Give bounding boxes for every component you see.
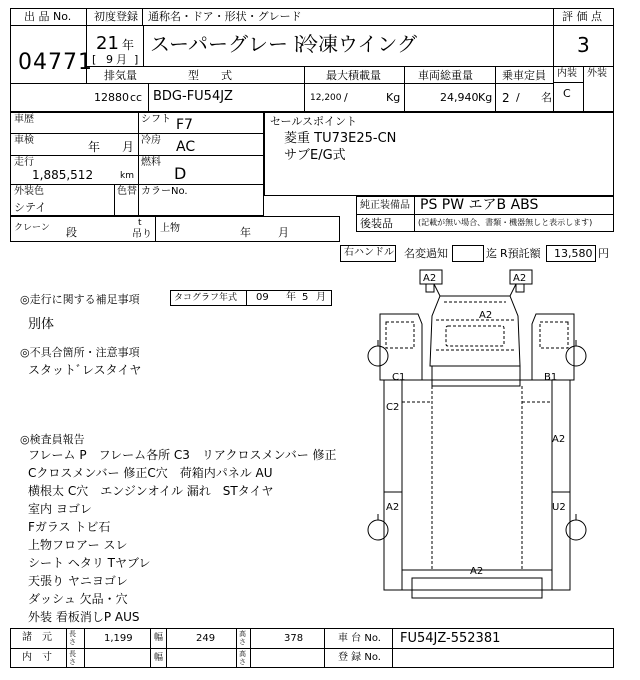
divider <box>138 184 139 216</box>
name-change-box <box>452 245 484 262</box>
wheel-rear-left <box>368 520 388 540</box>
length-label: 長さ <box>69 630 76 646</box>
score-label: 評 価 点 <box>562 10 602 23</box>
damage-mark: C1 <box>392 372 406 383</box>
sales-label: セールスポイント <box>270 115 358 128</box>
body-type: 冷凍ウイング <box>298 32 417 56</box>
inspector-line: シート ヘタリ Tヤブレ <box>28 556 151 570</box>
width-value: 249 <box>196 633 216 644</box>
divider <box>84 628 85 668</box>
divider <box>10 133 264 134</box>
gross-weight-unit: Kg <box>478 91 493 104</box>
crane-steps-unit: 段 <box>66 226 77 239</box>
reg-year-unit: 年 <box>122 38 135 52</box>
interior-label: 内装 <box>557 68 577 79</box>
divider <box>583 66 584 112</box>
aircon-label: 冷房 <box>141 135 161 146</box>
reg-month-unit: 月 <box>116 53 127 66</box>
inspector-line: 上物フロアー スレ <box>28 538 128 552</box>
lot-number: 04771 <box>18 50 93 75</box>
divider <box>246 290 247 306</box>
dims-label: 諸 元 <box>22 632 52 643</box>
interior-width-label: 幅 <box>154 653 164 663</box>
gross-weight-value: 24,940 <box>440 91 479 104</box>
inspector-line: ダッシュ 欠品・穴 <box>28 592 128 606</box>
running-body: 別体 <box>28 317 55 332</box>
inspector-line: 室内 ヨゴレ <box>28 502 92 516</box>
type-label: 型 式 <box>188 69 232 82</box>
divider <box>553 82 583 83</box>
divider <box>166 628 167 668</box>
inspector-line: 外装 看板消しP AUS <box>28 610 140 624</box>
damage-mark: A2 <box>423 273 437 284</box>
damage-mark: A2 <box>513 273 527 284</box>
inspector-line: 横根太 C穴 エンジンオイル 漏れ STタイヤ <box>28 484 274 498</box>
genuine-label: 純正装備品 <box>360 200 410 211</box>
divider <box>155 216 156 242</box>
crane-hook-label: 吊り <box>132 229 152 240</box>
tacho-month: 5 <box>302 292 309 303</box>
interior-height-label: 高さ <box>239 650 246 666</box>
inspector-line: Fガラス トビ石 <box>28 520 111 534</box>
color-change-label: 色替 <box>117 186 137 197</box>
reg-year: 21 <box>96 33 119 54</box>
height-value: 378 <box>284 633 304 644</box>
history-label: 車歴 <box>14 114 34 125</box>
inspection-year-unit: 年 <box>88 140 101 154</box>
max-load-value: 12,200 <box>310 93 342 103</box>
displacement-label: 排気量 <box>104 69 137 82</box>
r-mileage-label: R預託額 <box>500 247 541 260</box>
inspection-label: 車検 <box>14 135 34 146</box>
cargo-box <box>384 380 570 590</box>
inspection-month-unit: 月 <box>122 140 135 154</box>
aircon-value: AC <box>176 139 196 155</box>
name-change-label: 名変過知 <box>404 247 448 260</box>
capacity-label: 乗車定員 <box>502 69 546 82</box>
divider <box>142 8 143 25</box>
chassis-label: 車 台 No. <box>338 633 381 644</box>
divider <box>250 628 251 668</box>
crane-ton-unit: t <box>138 218 142 228</box>
score-value: 3 <box>577 33 590 57</box>
mileage-label: 走行 <box>14 157 34 168</box>
divider <box>10 648 614 649</box>
truck-damage-diagram <box>340 262 614 624</box>
divider <box>324 628 325 668</box>
model-label: 通称名・ドア・形状・グレード <box>148 10 302 23</box>
exterior-label: 外装 <box>587 68 607 79</box>
divider <box>553 8 554 112</box>
divider <box>495 66 496 112</box>
divider <box>86 66 553 67</box>
inspector-line: 天張り ヤニヨゴレ <box>28 574 128 588</box>
inspector-title: ◎検査員報告 <box>20 433 85 446</box>
defects-title: ◎不具合箇所・注意事項 <box>20 346 140 359</box>
aftermarket-note: (記載が無い場合、書類・機器無しと表示します) <box>418 218 593 227</box>
displacement-value: 12880 <box>94 91 129 104</box>
aftermarket-label: 後装品 <box>360 217 393 230</box>
inspector-line: フレーム P フレーム各所 C3 リアクロスメンバー 修正 <box>28 448 337 462</box>
damage-mark: A2 <box>470 566 484 577</box>
rear-view <box>412 578 542 598</box>
crane-label: クレーン <box>14 223 50 233</box>
divider <box>138 112 139 184</box>
model-code: BDG-FU54JZ <box>153 89 233 104</box>
defects-body: スタットﾞレスタイヤ <box>28 363 142 377</box>
interior-length-label: 長さ <box>69 650 76 666</box>
capacity-unit: 名 <box>541 91 552 104</box>
interior-dims-label: 内 寸 <box>22 652 52 663</box>
fuel-label: 燃料 <box>141 157 161 168</box>
color-label: 外装色 <box>14 186 44 197</box>
r-unit: 円 <box>598 247 609 260</box>
divider <box>148 83 149 112</box>
upper-month-unit: 月 <box>278 226 289 239</box>
sales-line-1: 菱重 TU73E25-CN <box>284 131 397 146</box>
first-reg-label: 初度登録 <box>94 10 138 23</box>
cab-top <box>430 296 520 366</box>
details-frame <box>10 112 264 216</box>
divider <box>10 184 264 185</box>
max-load-unit: Kg <box>386 91 401 104</box>
upper-year-unit: 年 <box>240 226 251 239</box>
divider <box>114 184 115 216</box>
max-load-label: 最大積載量 <box>326 69 381 82</box>
wheel-rear-right <box>566 520 586 540</box>
wheel-front-right <box>566 346 586 366</box>
divider <box>553 25 614 26</box>
divider <box>150 628 151 668</box>
damage-mark: A2 <box>552 434 566 445</box>
damage-mark: U2 <box>552 502 566 513</box>
divider <box>236 628 237 668</box>
bracket: ] <box>134 53 139 66</box>
gross-weight-label: 車両総重量 <box>418 69 473 82</box>
running-title: ◎走行に関する補足事項 <box>20 293 140 306</box>
damage-mark: A2 <box>479 310 493 321</box>
divider <box>10 83 553 84</box>
r-mileage-value: 13,580 <box>554 247 593 260</box>
chassis-value: FU54JZ-552381 <box>400 631 501 646</box>
damage-mark: A2 <box>386 502 400 513</box>
divider <box>304 66 305 112</box>
reg-month: 9 <box>106 53 113 66</box>
divider <box>10 155 264 156</box>
cab-front <box>432 366 520 386</box>
wheel-front-left <box>368 346 388 366</box>
damage-mark: C2 <box>386 402 400 413</box>
shift-label: シフト <box>141 114 171 125</box>
width-label: 幅 <box>154 633 164 643</box>
displacement-unit: cc <box>130 91 143 104</box>
capacity-sep: / <box>516 91 520 104</box>
vehicle-title: スーパーグレート <box>150 32 308 56</box>
divider <box>392 628 393 668</box>
divider <box>356 214 614 215</box>
shift-value: F7 <box>176 117 193 133</box>
upper-label: 上物 <box>160 223 180 234</box>
capacity-value: 2 <box>502 91 510 105</box>
divider <box>404 66 405 112</box>
over-label: 迄 <box>486 247 497 260</box>
sales-line-2: サブE/G式 <box>284 148 346 163</box>
length-value: 1,199 <box>104 633 133 644</box>
tacho-year-unit: 年 <box>286 292 296 303</box>
tacho-label: タコグラフ年式 <box>174 293 238 303</box>
height-label: 高さ <box>239 630 246 646</box>
tacho-month-unit: 月 <box>316 292 326 303</box>
tacho-year: 09 <box>256 292 269 303</box>
inspector-line: Cクロスメンバー 修正C穴 荷箱内パネル AU <box>28 466 273 480</box>
color-no-label: カラーNo. <box>141 186 188 197</box>
damage-mark: B1 <box>544 372 558 383</box>
mileage-value: 1,885,512 <box>32 168 94 182</box>
handle-value: 右ハンドル <box>344 247 394 258</box>
mileage-unit: km <box>120 171 134 181</box>
divider <box>143 25 144 66</box>
interior-grade: C <box>563 87 571 100</box>
bracket: [ <box>92 53 97 66</box>
color-value: シテイ <box>14 201 47 214</box>
fuel-value: D <box>174 164 187 183</box>
lot-label: 出 品 No. <box>24 10 72 23</box>
reg-no-label: 登 録 No. <box>338 652 381 663</box>
divider <box>66 628 67 668</box>
divider <box>10 25 553 26</box>
genuine-value: PS PW エアB ABS <box>420 197 539 213</box>
max-load-sep: / <box>344 91 348 104</box>
